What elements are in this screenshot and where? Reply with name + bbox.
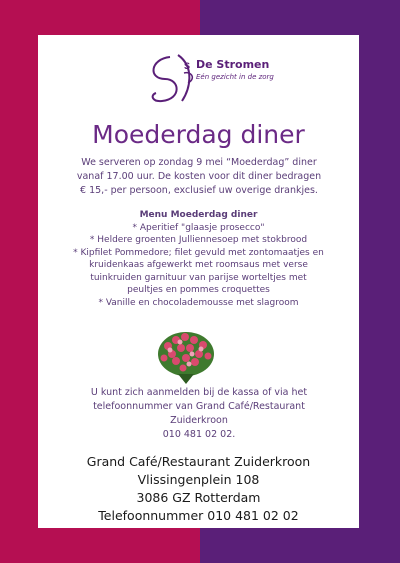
page-title: Moederdag diner [92,120,305,149]
address-block [38,453,359,525]
menu-line: peultjes en pommes croquettes [127,285,270,295]
flower-bouquet-icon [156,328,216,384]
intro-text [64,156,334,198]
address-line: 3086 GZ Rotterdam [136,490,261,505]
signup-line: U kunt zich aanmelden bij de kassa of via het [90,387,308,398]
svg-text:S: S [184,61,191,71]
logo-name: De Stromen [196,58,270,71]
signup-text [64,386,334,442]
address-line: Telefoonnummer 010 481 02 02 [98,508,299,523]
menu-line: * Aperitief "glaasje prosecco" [132,222,265,233]
menu-line: * Vanille en chocolademousse met slagroom [98,297,299,308]
intro-line: vanaf 17.00 uur. De kosten voor dit diner bedragen [76,171,322,182]
intro-line: We serveren op zondag 9 mei “Moederdag” diner [81,157,317,168]
address-line: Vlissingenplein 108 [137,472,260,487]
menu-line: kruidenkaas afgewerkt met roomsaus met verse [89,260,308,270]
menu-line: tuinkruiden garnituur van parijse worteltjes met [90,272,307,283]
menu-heading: Menu Moederdag diner [139,210,258,220]
logo-tagline: Eén gezicht in de zorg [196,73,274,81]
menu-section [44,209,353,309]
signup-line: telefoonnummer van Grand Café/Restaurant Zuiderkroon [93,401,305,426]
intro-line: € 15,- per persoon, exclusief uw overige drankjes. [80,185,318,196]
address-line: Grand Café/Restaurant Zuiderkroon [86,454,311,469]
menu-line: * Kipfilet Pommedore; filet gevuld met zontomaatjes en [73,247,324,258]
menu-line: * Heldere groenten Julliennesoep met stokbrood [89,235,308,245]
signup-line: 010 481 02 02. [162,429,236,440]
flyer-card [38,35,359,528]
